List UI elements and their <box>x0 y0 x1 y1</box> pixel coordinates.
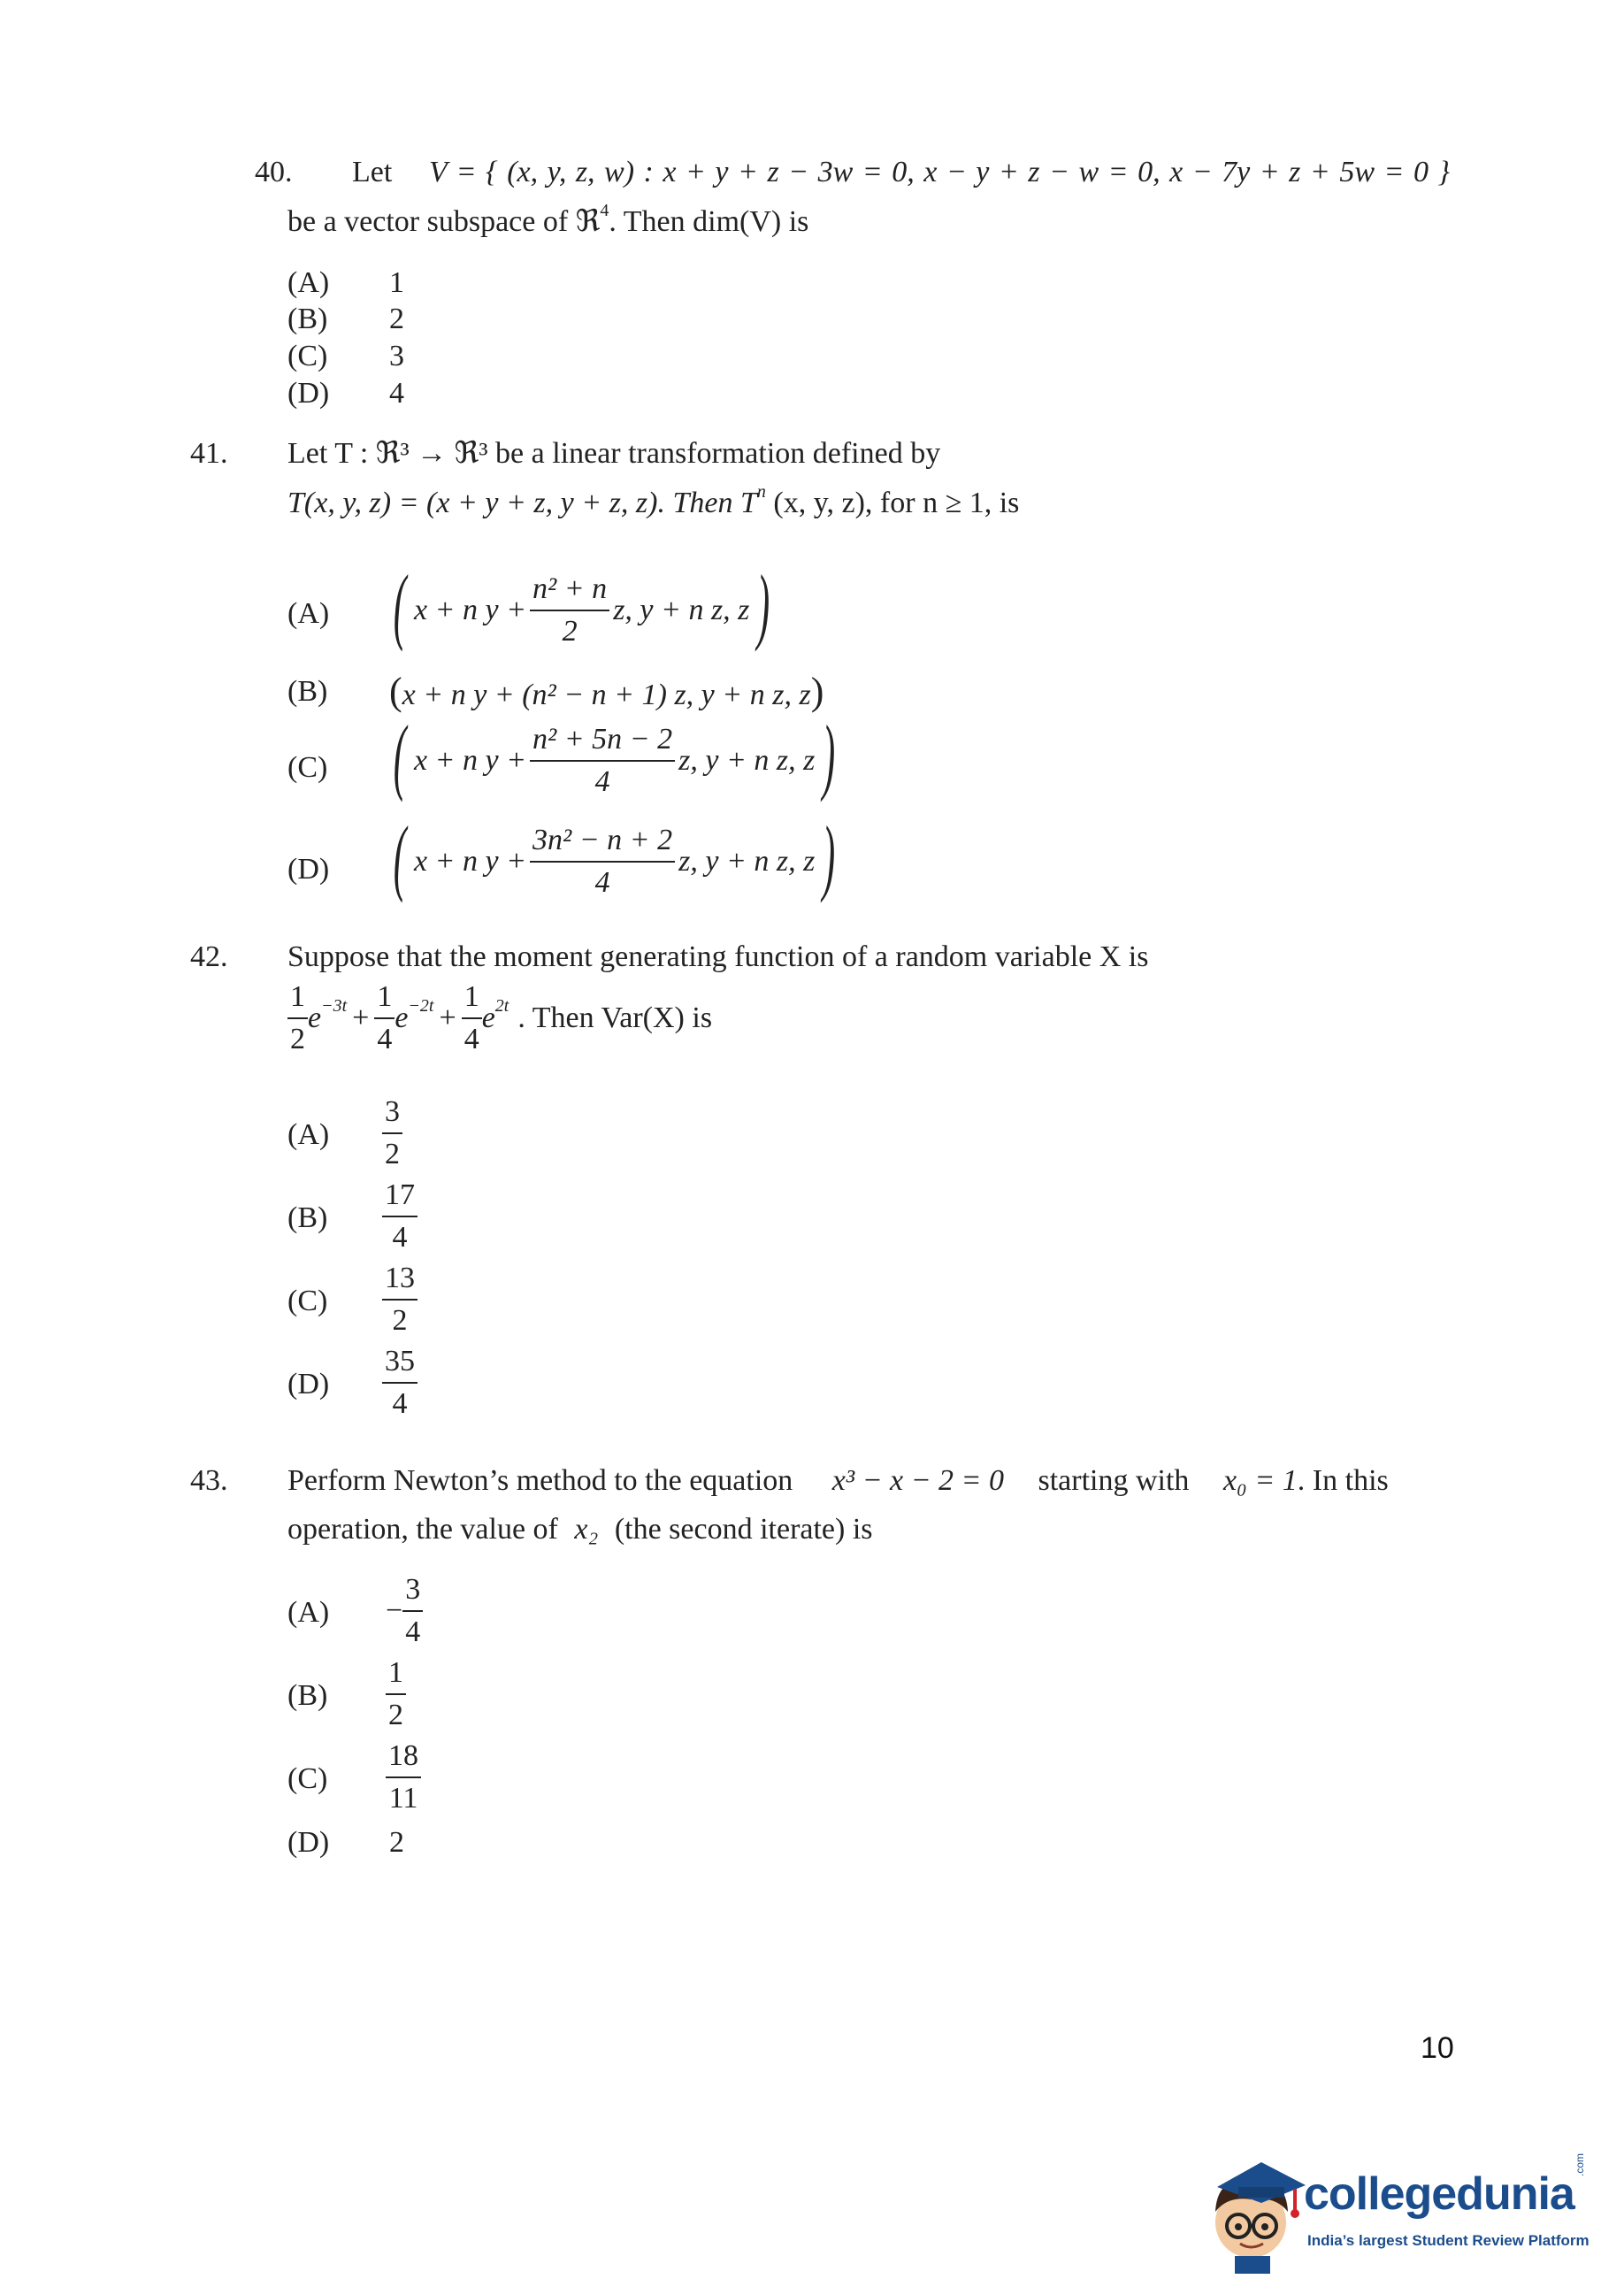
q41-option-a-label: (A) <box>287 597 330 630</box>
q42-option-d-label: (D) <box>287 1368 330 1400</box>
q41-line1: Let T : ℜ³ → ℜ³ be a linear transformation defined by <box>287 437 941 470</box>
page-number: 10 <box>1421 2031 1454 2065</box>
q40-option-c-value: 3 <box>389 340 404 372</box>
q40-option-d-label: (D) <box>287 377 330 410</box>
mascot-icon <box>1199 2150 1314 2274</box>
q41-option-b-label: (B) <box>287 675 328 708</box>
brand-name: collegedunia <box>1304 2168 1574 2220</box>
q40-option-b-label: (B) <box>287 303 328 335</box>
q41-option-b-expr: (x + n y + (n² − n + 1) z, y + n z, z) <box>389 670 824 713</box>
q43-option-a-label: (A) <box>287 1596 330 1629</box>
q41-option-c-expr: ( x + n y + $\frac{\text{n² + 5n − 2}}{4}$ z, y + n z, z ) <box>393 708 836 802</box>
q41-line2: T(x, y, z) = (x + y + z, y + z, z). Then $T^n$ (x, y, z), for n ≥ 1, is <box>287 482 1020 519</box>
q42-line1: Suppose that the moment generating function of a random variable X is <box>287 940 1149 973</box>
q41-option-a-expr: ( x + n y + $\frac{\text{n² + n}}{2}$ z, y + n z, z ) <box>393 557 770 652</box>
q42-option-a-value: $\frac{3}{2}$ <box>382 1095 402 1171</box>
q40-option-a-label: (A) <box>287 266 330 299</box>
q41-number: 41. <box>190 437 228 470</box>
q43-line1: Perform Newton’s method to the equation x³ − x − 2 = 0 starting with x₀ = 1. In this <box>287 1464 1389 1497</box>
q43-option-d-label: (D) <box>287 1826 330 1859</box>
q42-number: 42. <box>190 940 228 973</box>
q42-mgf: $\frac{1}{2}$ e $^{-3t}$ + $\frac{1}{4}$ e $^{-2t}$ + $\frac{1}{4}$ e $^{2t}$ . Then Var(X) is <box>287 980 712 1056</box>
q43-option-a-value: − $\frac{3}{4}$ <box>386 1573 423 1649</box>
q40-number: 40. <box>255 156 293 188</box>
q40-line2: be a vector subspace of ℜ$^4$. Then dim(V) is <box>287 201 809 238</box>
q40-lead: Let <box>352 156 393 188</box>
q42-option-b-value: $\frac{17}{4}$ <box>382 1178 417 1255</box>
brand-dotcom: .com <box>1574 2152 1586 2176</box>
q43-option-c-label: (C) <box>287 1762 328 1795</box>
q43-number: 43. <box>190 1464 228 1497</box>
q42-option-c-value: $\frac{13}{2}$ <box>382 1262 417 1338</box>
q40-option-a-value: 1 <box>389 266 404 299</box>
q40-set-definition: V = { (x, y, z, w) : x + y + z − 3w = 0, x − y + z − w = 0, x − 7y + z + 5w = 0 } <box>429 156 1451 188</box>
brand-tagline: India’s largest Student Review Platform <box>1307 2232 1590 2249</box>
q40-option-c-label: (C) <box>287 340 328 372</box>
q41-option-d-expr: ( x + n y + $\frac{\text{3n² − n + 2}}{4}$ z, y + n z, z ) <box>393 809 836 903</box>
q43-option-c-value: $\frac{18}{11}$ <box>386 1739 421 1815</box>
q41-option-d-label: (D) <box>287 853 330 886</box>
q43-option-b-label: (B) <box>287 1679 328 1712</box>
q42-option-b-label: (B) <box>287 1201 328 1234</box>
q40-option-d-value: 4 <box>389 377 404 410</box>
q42-option-c-label: (C) <box>287 1285 328 1317</box>
collegedunia-logo <box>1199 2150 1589 2274</box>
q43-option-d-value: 2 <box>389 1826 404 1859</box>
q41-option-c-label: (C) <box>287 751 328 784</box>
q40-option-b-value: 2 <box>389 303 404 335</box>
q43-option-b-value: $\frac{1}{2}$ <box>386 1656 406 1732</box>
q43-line2: operation, the value of x₂ (the second iterate) is <box>287 1513 873 1546</box>
q42-option-d-value: $\frac{35}{4}$ <box>382 1345 417 1421</box>
q42-option-a-label: (A) <box>287 1118 330 1151</box>
